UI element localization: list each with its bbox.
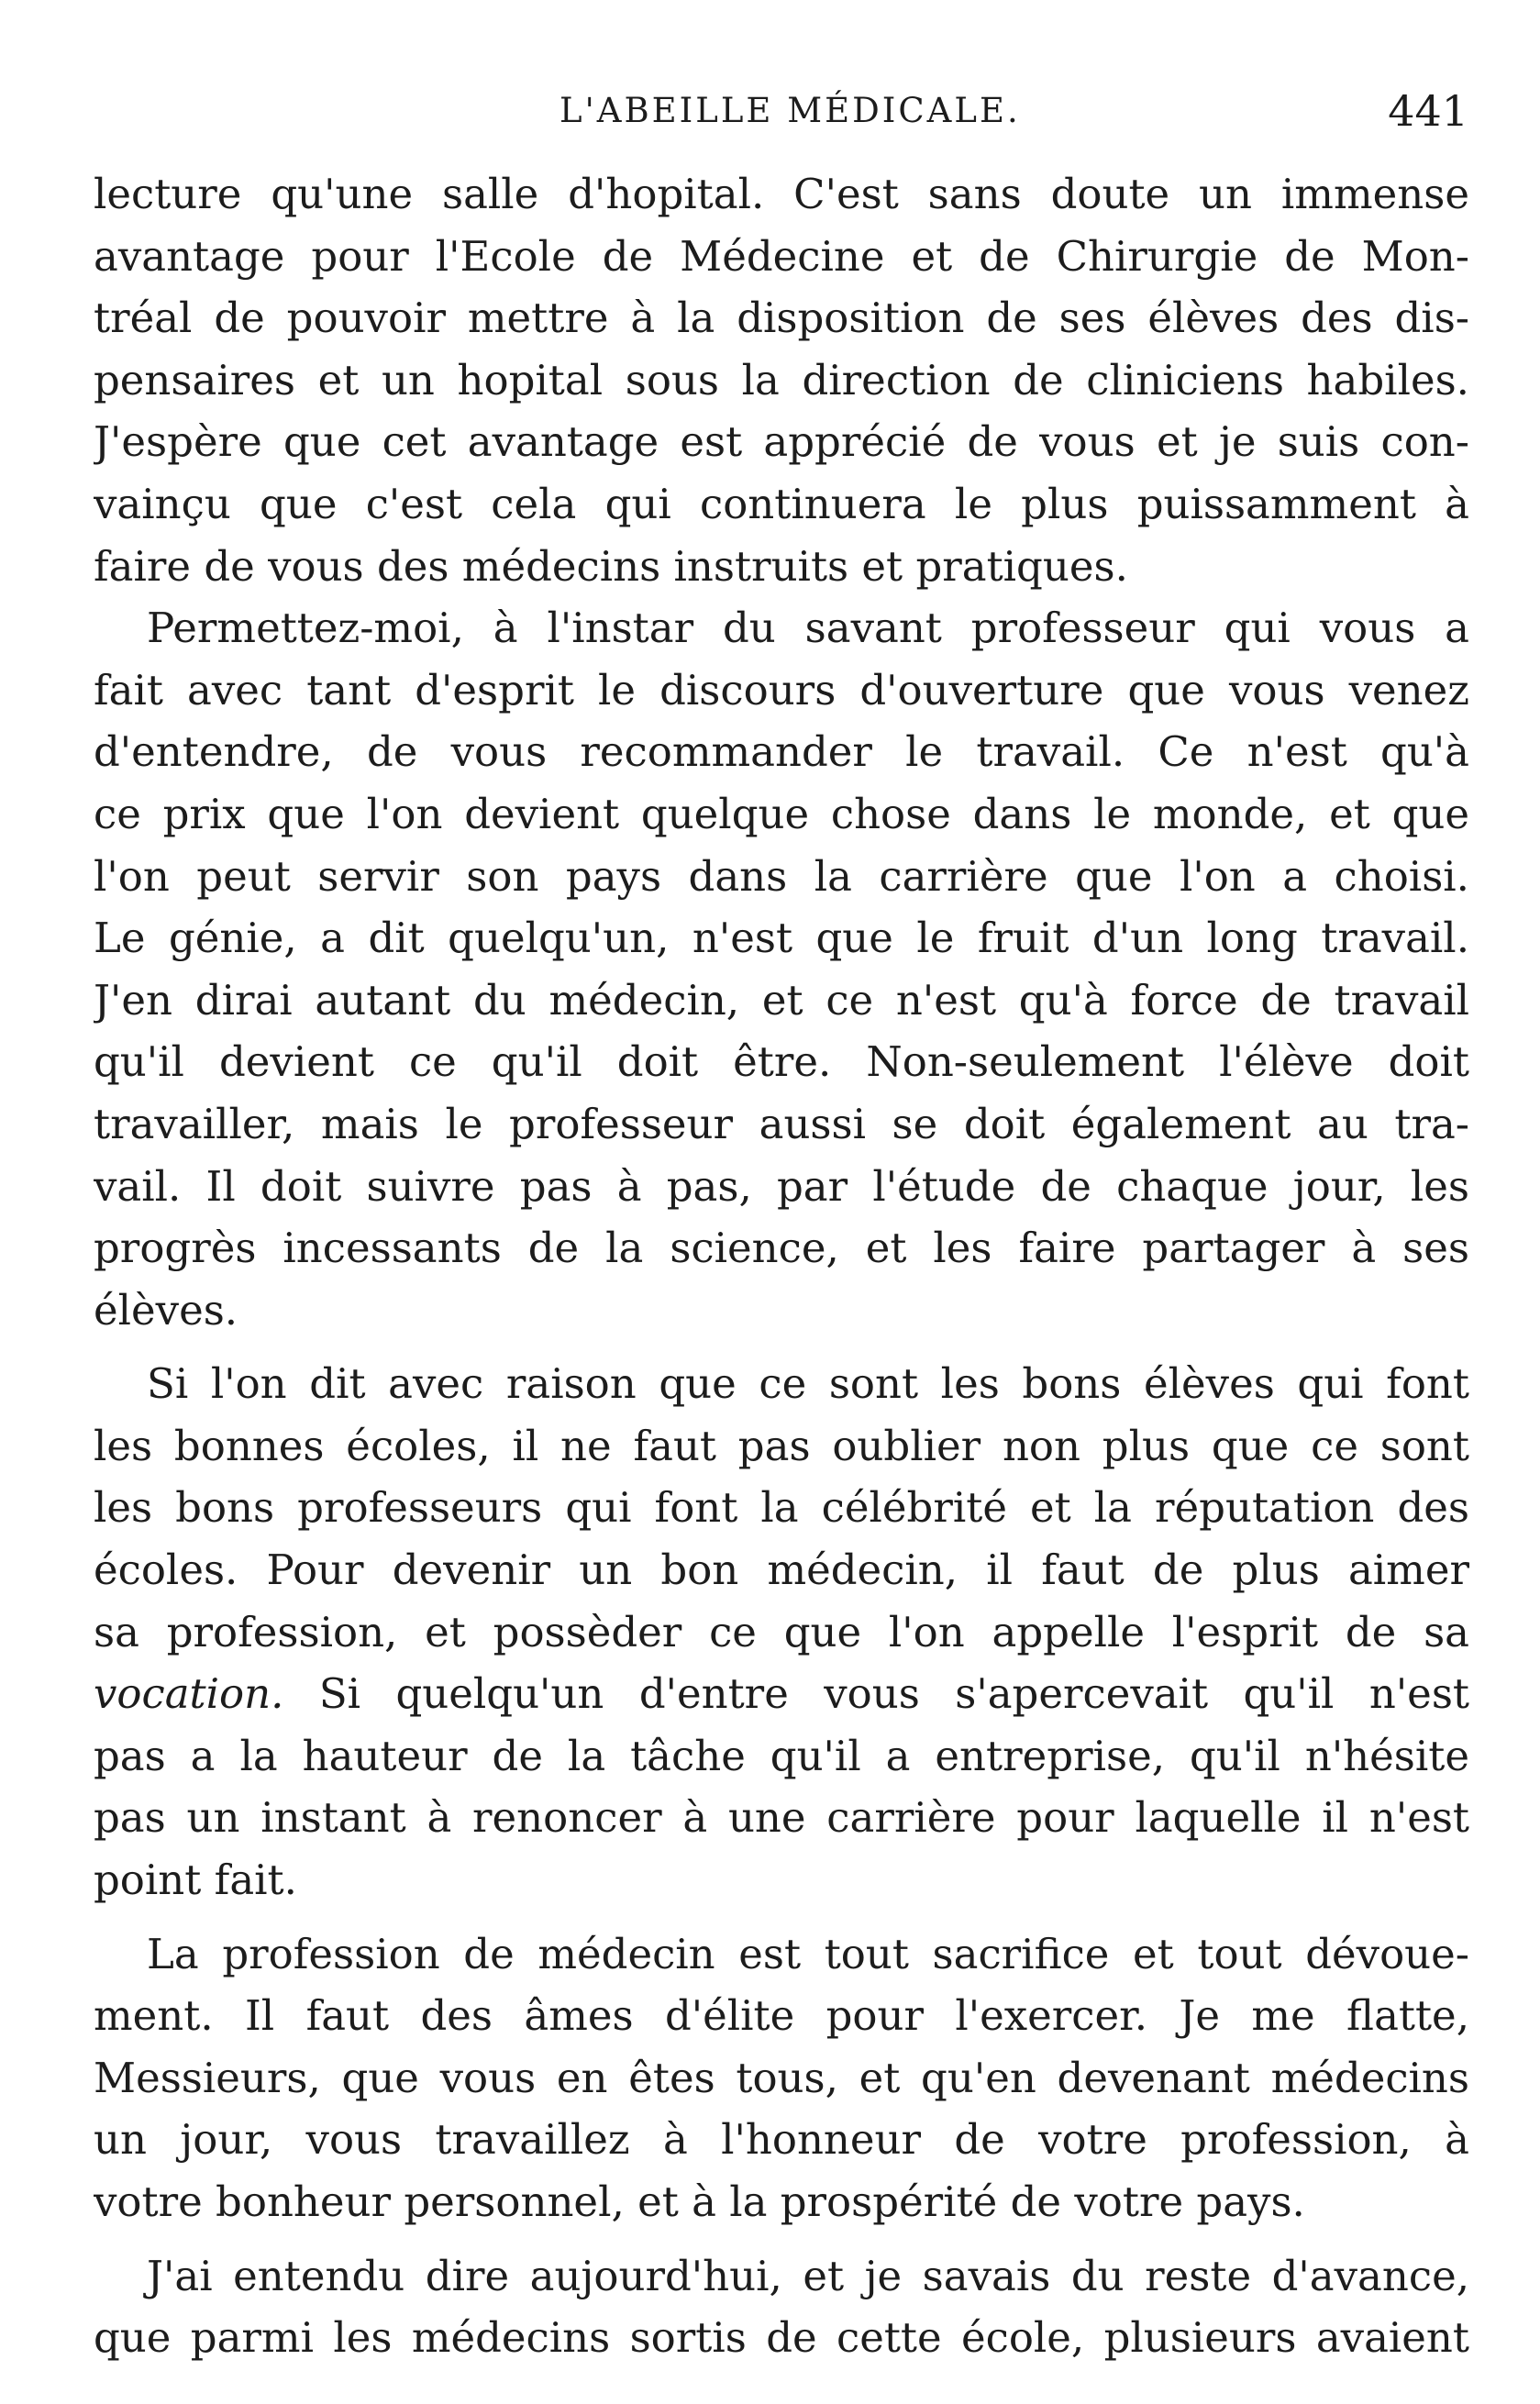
- paragraph-3: [94, 1353, 1469, 1911]
- paragraph-gap: [94, 1911, 1469, 1923]
- line-continuation: Si quelqu'un d'entre vous s'apercevait qu'il n'est: [283, 1669, 1469, 1719]
- text-line: que parmi les médecins sortis de cette école, plusieurs avaient: [94, 2313, 1469, 2363]
- text-line: élèves.: [94, 1285, 238, 1335]
- text-line: pas un instant à renoncer à une carrière pour laquelle il n'est: [94, 1793, 1469, 1843]
- text-line: vail. Il doit suivre pas à pas, par l'étude de chaque jour, les: [94, 1161, 1469, 1211]
- text-line: Messieurs, que vous en êtes tous, et qu'en devenant médecins: [94, 2053, 1469, 2102]
- text-line: lecture qu'une salle d'hopital. C'est sans doute un immense: [94, 170, 1469, 218]
- text-line: progrès incessants de la science, et les faire partager à ses: [94, 1224, 1469, 1273]
- text-line: fait avec tant d'esprit le discours d'ouverture que vous venez: [94, 665, 1469, 715]
- text-line: point fait.: [94, 1856, 297, 1905]
- text-line: pensaires et un hopital sous la direction de cliniciens habiles.: [94, 355, 1469, 404]
- body-text: [94, 163, 1469, 2369]
- text-line: les bons professeurs qui font la célébrité et la réputation des: [94, 1483, 1469, 1533]
- text-line: vainçu que c'est cela qui continuera le plus puissamment à: [94, 479, 1469, 528]
- text-line: pas a la hauteur de la tâche qu'il a entreprise, qu'il n'hésite: [94, 1731, 1469, 1780]
- paragraph-5: [94, 2245, 1469, 2369]
- page-number: 441: [1388, 86, 1468, 136]
- text-line: J'ai entendu dire aujourd'hui, et je savais du reste d'avance,: [147, 2251, 1469, 2300]
- text-line: sa profession, et possèder ce que l'on appelle l'esprit de sa: [94, 1607, 1469, 1656]
- text-line: [94, 1663, 1469, 1725]
- text-line: qu'il devient ce qu'il doit être. Non-seulement l'élève doit: [94, 1037, 1469, 1087]
- text-line: ment. Il faut des âmes d'élite pour l'exercer. Je me flatte,: [94, 1991, 1469, 2041]
- text-line: Si l'on dit avec raison que ce sont les bons élèves qui font: [147, 1359, 1469, 1409]
- paragraph-gap: [94, 1341, 1469, 1353]
- text-line: Permettez-moi, à l'instar du savant professeur qui vous a: [147, 604, 1469, 653]
- text-line: La profession de médecin est tout sacrifice et tout dévoue-: [147, 1929, 1469, 1978]
- paragraph-2: [94, 597, 1469, 1341]
- text-line: Le génie, a dit quelqu'un, n'est que le fruit d'un long travail.: [94, 914, 1469, 963]
- emphasized-word: vocation.: [94, 1669, 284, 1719]
- running-header: [0, 79, 1540, 143]
- text-line: un jour, vous travaillez à l'honneur de votre profession, à: [94, 2115, 1469, 2165]
- text-line: l'on peut servir son pays dans la carrière que l'on a choisi.: [94, 851, 1469, 901]
- text-line: votre bonheur personnel, et à la prospérité de votre pays.: [94, 2177, 1305, 2226]
- text-line: d'entendre, de vous recommander le travail. Ce n'est qu'à: [94, 727, 1469, 777]
- text-line: écoles. Pour devenir un bon médecin, il faut de plus aimer: [94, 1545, 1469, 1595]
- running-title: L'ABEILLE MÉDICALE.: [559, 91, 1021, 130]
- text-line: J'espère que cet avantage est apprécié de vous et je suis con-: [94, 417, 1469, 467]
- text-line: les bonnes écoles, il ne faut pas oublier non plus que ce sont: [94, 1421, 1469, 1470]
- text-line: ce prix que l'on devient quelque chose dans le monde, et que: [94, 789, 1469, 838]
- text-line: faire de vous des médecins instruits et pratiques.: [94, 541, 1128, 591]
- text-line: avantage pour l'Ecole de Médecine et de Chirurgie de Mon-: [94, 231, 1469, 281]
- paragraph-4: [94, 1923, 1469, 2233]
- paragraph-1: [94, 163, 1469, 597]
- text-line: travailler, mais le professeur aussi se doit également au tra-: [94, 1099, 1469, 1148]
- text-line: J'en dirai autant du médecin, et ce n'est qu'à force de travail: [94, 975, 1469, 1025]
- paragraph-gap: [94, 2233, 1469, 2245]
- text-line: tréal de pouvoir mettre à la disposition de ses élèves des dis-: [94, 294, 1469, 343]
